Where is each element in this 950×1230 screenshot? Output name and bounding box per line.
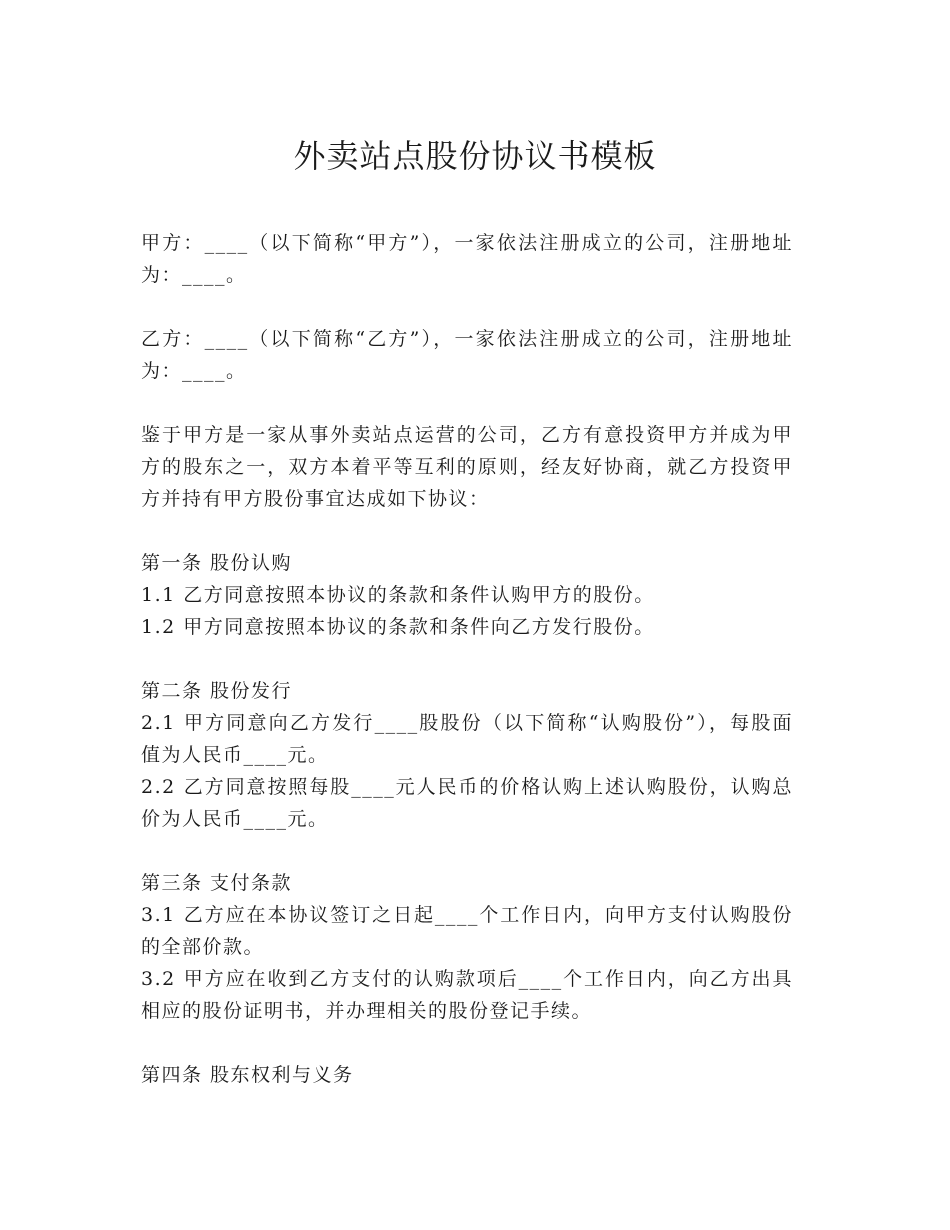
clause-1-1: 1.1 乙方同意按照本协议的条款和条件认购甲方的股份。 <box>141 584 655 606</box>
paragraph-gap <box>141 515 793 547</box>
party-b-paragraph: 乙方：____（以下简称“乙方”），一家依法注册成立的公司，注册地址为：____。 <box>141 328 793 382</box>
paragraph-gap <box>141 291 793 323</box>
article-4-heading: 第四条 股东权利与义务 <box>141 1064 354 1086</box>
paragraph-gap <box>141 835 793 867</box>
clause-3-2: 3.2 甲方应在收到乙方支付的认购款项后____个工作日内，向乙方出具相应的股份证明书，并办理相关的股份登记手续。 <box>141 968 793 1022</box>
clause-3-1: 3.1 乙方应在本协议签订之日起____个工作日内，向甲方支付认购股份的全部价款。 <box>141 904 793 958</box>
paragraph-gap <box>141 387 793 419</box>
clause-2-2: 2.2 乙方同意按照每股____元人民币的价格认购上述认购股份，认购总价为人民币____元。 <box>141 776 793 830</box>
document-body <box>141 227 793 1091</box>
paragraph-gap <box>141 1027 793 1059</box>
article-1-heading: 第一条 股份认购 <box>141 552 293 574</box>
page-title: 外卖站点股份协议书模板 <box>293 137 657 175</box>
party-a-paragraph: 甲方：____（以下简称“甲方”），一家依法注册成立的公司，注册地址为：____。 <box>141 232 793 286</box>
preamble-paragraph: 鉴于甲方是一家从事外卖站点运营的公司，乙方有意投资甲方并成为甲方的股东之一，双方本着平等互利的原则，经友好协商，就乙方投资甲方并持有甲方股份事宜达成如下协议： <box>141 424 793 510</box>
clause-1-2: 1.2 甲方同意按照本协议的条款和条件向乙方发行股份。 <box>141 616 655 638</box>
article-2-heading: 第二条 股份发行 <box>141 680 293 702</box>
article-3-heading: 第三条 支付条款 <box>141 872 293 894</box>
clause-2-1: 2.1 甲方同意向乙方发行____股股份（以下简称“认购股份”），每股面值为人民币____元。 <box>141 712 793 766</box>
paragraph-gap <box>141 643 793 675</box>
